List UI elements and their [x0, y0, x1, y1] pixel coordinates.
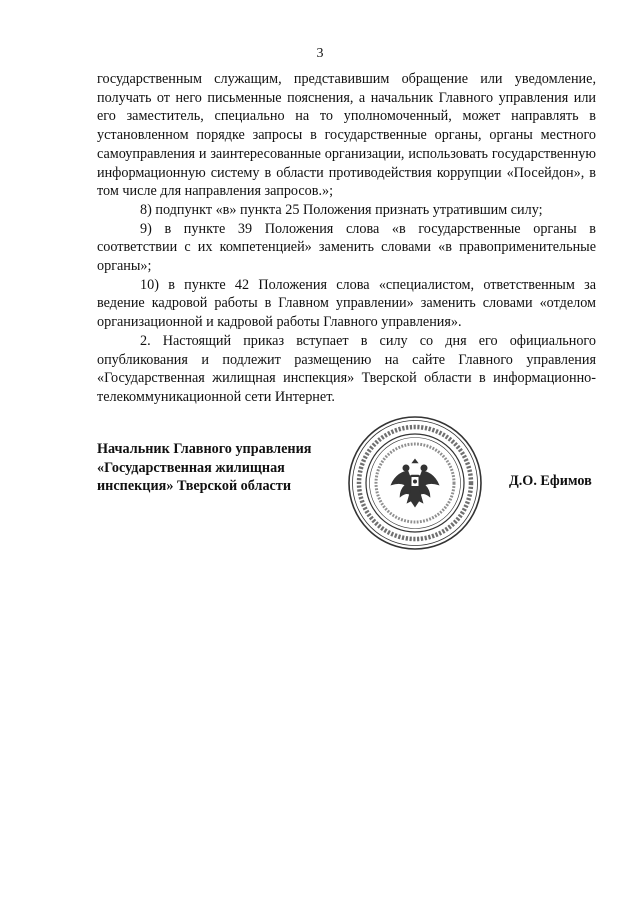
page-number: 3 [316, 46, 324, 61]
paragraph: 2. Настоящий приказ вступает в силу со дня его официального опубликования и подлежит размещению на сайте Главного управления «Государственная жилищная инспекция» Тверской области в информационно-телекоммуникационной сети Интернет. [97, 332, 596, 405]
official-seal-icon [345, 413, 485, 553]
signatory-name: Д.О. Ефимов [509, 473, 592, 489]
signatory-title-line: инспекция» Тверской области [97, 478, 291, 495]
document-body [97, 70, 596, 407]
paragraph: 9) в пункте 39 Положения слова «в государственные органы в соответствии с их компетенцией» заменить словами «в правоприменительные органы»; [97, 220, 596, 275]
signatory-title-line: Начальник Главного управления [97, 441, 312, 457]
paragraph: 8) подпункт «в» пункта 25 Положения признать утратившим силу; [140, 201, 543, 218]
paragraph: государственным служащим, представившим обращение или уведомление, получать от него письменные пояснения, а начальник Главного управления или его заместитель, специально на то уполномоченный, может направлять в установленном порядке запросы в государственные органы, органы местного самоуправления и заинтересованные организации, использовать государственную информационную систему в области противодействия коррупции «Посейдон», в том числе для направления запросов.»; [97, 71, 596, 200]
signatory-title-line: «Государственная жилищная [97, 459, 285, 476]
signatory-title [97, 440, 347, 496]
paragraph: 10) в пункте 42 Положения слова «специалистом, ответственным за ведение кадровой работы в Главном управлении» заменить словами «отделом организационной и кадровой работы Главного управления». [97, 276, 596, 331]
